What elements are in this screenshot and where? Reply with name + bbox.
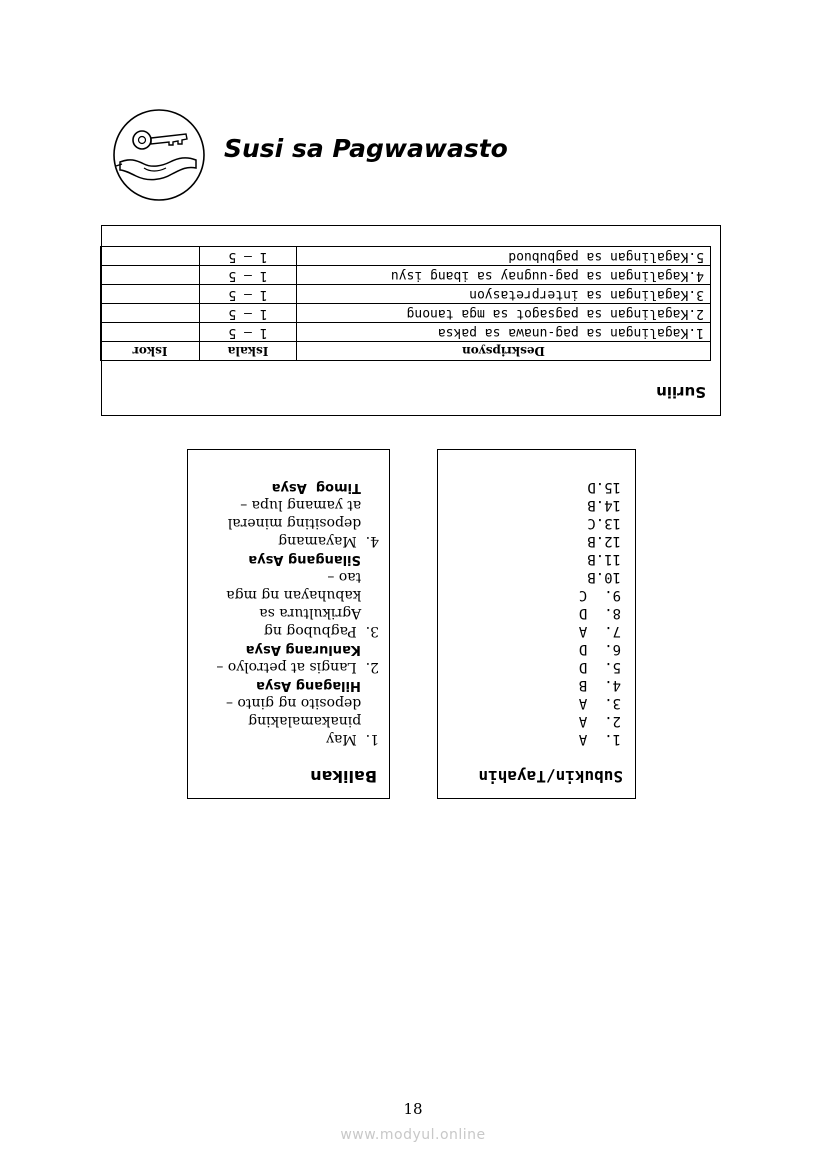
subukin-box	[437, 449, 636, 799]
suriin-box	[101, 225, 721, 416]
row-scale: 1 – 5	[200, 266, 297, 285]
row-score	[101, 247, 200, 266]
list-item: 3. Pagbubog ng	[263, 623, 379, 639]
list-item: 15.D	[587, 479, 621, 495]
row-description: 4.Kagalingan sa pag-uugnay sa ibang isyu	[297, 266, 711, 285]
page-number: 18	[403, 1100, 423, 1118]
list-item: 12.B	[587, 533, 621, 549]
page-title: Susi sa Pagwawasto	[224, 134, 508, 163]
row-score	[101, 266, 200, 285]
table-row	[101, 247, 711, 266]
list-item: 5. D	[578, 659, 621, 675]
row-description: 1.Kagalingan sa pag-unawa sa paksa	[297, 323, 711, 342]
list-item: 2. A	[578, 713, 621, 729]
row-scale: 1 – 5	[200, 247, 297, 266]
list-item: tao –	[327, 569, 379, 585]
list-item: kabuhayan ng mga	[226, 587, 379, 603]
list-item: pinakamalaking	[248, 713, 379, 729]
row-score	[101, 304, 200, 323]
balikan-answer-list	[216, 478, 379, 748]
list-item: deposito ng ginto –	[226, 695, 379, 711]
list-item: 6. D	[578, 641, 621, 657]
list-item: Agrikultura sa	[259, 605, 379, 621]
list-item: 7. A	[578, 623, 621, 639]
table-row	[101, 323, 711, 342]
row-scale: 1 – 5	[200, 323, 297, 342]
row-score	[101, 285, 200, 304]
rubric-header-row	[101, 342, 711, 361]
table-row	[101, 266, 711, 285]
list-item: depositing mineral	[227, 515, 379, 531]
column-header-score: Iskor	[101, 342, 200, 361]
row-description: 3.Kagalingan sa interpretasyon	[297, 285, 711, 304]
list-item: Hilagang Asya	[256, 678, 379, 693]
row-score	[101, 323, 200, 342]
column-header-description: Deskripsyon	[297, 342, 711, 361]
row-description: 2.Kagalingan sa pagsagot sa mga tanong	[297, 304, 711, 323]
row-scale: 1 – 5	[200, 304, 297, 323]
list-item: 10.B	[587, 569, 621, 585]
row-scale: 1 – 5	[200, 285, 297, 304]
rubric-table	[100, 246, 711, 361]
list-item: 1. May	[326, 731, 379, 747]
watermark: www.modyul.online	[340, 1127, 486, 1143]
list-item: 9. C	[578, 587, 621, 603]
key-in-hand-icon	[112, 108, 206, 202]
list-item: 13.C	[587, 515, 621, 531]
list-item: at yamang lupa –	[240, 497, 379, 513]
table-row	[101, 285, 711, 304]
list-item: 2. Langis at petrolyo –	[216, 659, 379, 675]
list-item: 4. Mayamang	[278, 533, 379, 549]
table-row	[101, 304, 711, 323]
list-item: 4. B	[578, 677, 621, 693]
subukin-content	[438, 450, 635, 798]
balikan-content	[188, 450, 389, 798]
list-item: 1. A	[578, 731, 621, 747]
balikan-box	[187, 449, 390, 799]
suriin-content	[102, 226, 720, 415]
list-item: 14.B	[587, 497, 621, 513]
row-description: 5.Kagalingan sa pagbubuod	[297, 247, 711, 266]
suriin-title: Suriin	[656, 383, 706, 401]
list-item: Timog Asya	[271, 480, 379, 495]
list-item: 3. A	[578, 695, 621, 711]
list-item: Kanlurang Asya	[245, 642, 379, 657]
list-item: 8. D	[578, 605, 621, 621]
subukin-title: Subukin/Tayahin	[478, 767, 623, 786]
list-item: Silangang Asya	[248, 552, 379, 567]
column-header-scale: Iskala	[200, 342, 297, 361]
balikan-title: Balikan	[310, 767, 377, 786]
list-item: 11.B	[587, 551, 621, 567]
subukin-answer-list	[579, 478, 621, 748]
